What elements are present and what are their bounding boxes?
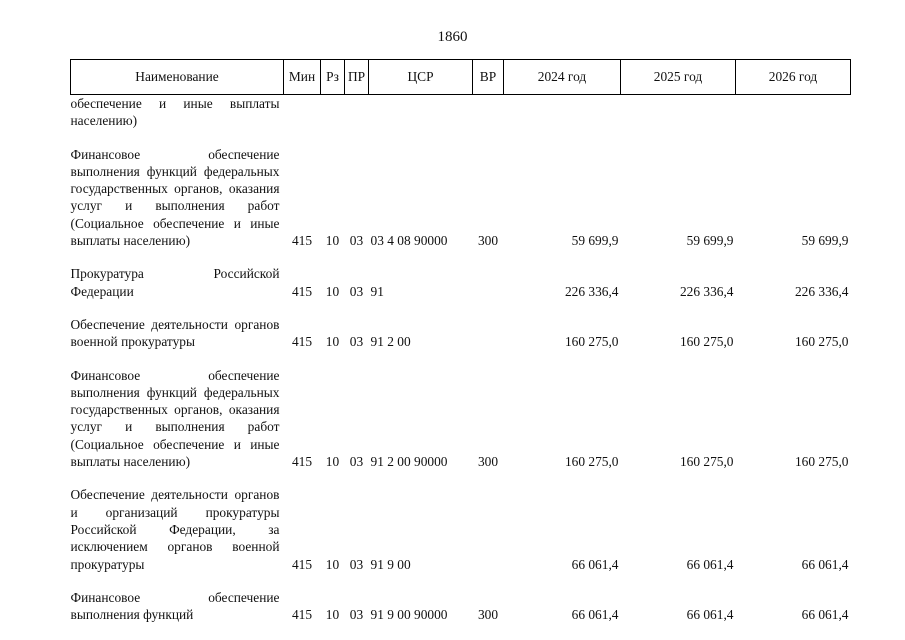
cell-2024: 66 061,4 xyxy=(571,556,619,572)
table-row xyxy=(71,470,851,572)
cell-csr: 91 2 00 xyxy=(370,334,411,350)
cell-csr: 91 xyxy=(370,283,384,299)
cell-name: Финансовое обеспечение выполнения функций xyxy=(70,589,280,623)
cell-rz xyxy=(321,95,345,130)
cell-2026: 226 336,4 xyxy=(794,283,849,299)
cell-2025: 59 699,9 xyxy=(686,233,734,249)
table-row xyxy=(71,249,851,300)
cell-2024: 160 275,0 xyxy=(564,454,619,470)
cell-vr xyxy=(473,470,504,572)
cell-2024: 226 336,4 xyxy=(564,283,619,299)
cell-2024: 59 699,9 xyxy=(571,233,619,249)
cell-2025: 160 275,0 xyxy=(679,334,734,350)
cell-vr xyxy=(473,249,504,300)
header-name: Наименование xyxy=(71,60,284,95)
cell-pr: 03 xyxy=(349,233,364,249)
cell-2024: 160 275,0 xyxy=(564,334,619,350)
cell-2026: 66 061,4 xyxy=(801,556,849,572)
cell-csr: 91 9 00 xyxy=(370,556,411,572)
cell-min: 415 xyxy=(291,556,313,572)
table-header xyxy=(71,60,851,95)
cell-vr xyxy=(473,95,504,130)
cell-name: обеспечение и иные выплаты населению) xyxy=(70,96,280,129)
cell-csr xyxy=(369,95,473,130)
table-row xyxy=(71,573,851,624)
cell-2026: 66 061,4 xyxy=(801,607,849,623)
table-body xyxy=(71,95,851,624)
header-2024: 2024 год xyxy=(504,60,621,95)
cell-min: 415 xyxy=(291,283,313,299)
cell-csr: 03 4 08 90000 xyxy=(370,233,448,249)
cell-csr: 91 9 00 90000 xyxy=(370,607,448,623)
cell-name: Финансовое обеспечение выполнения функций федеральных государственных органов, оказания услуг и выполнения работ (Социальное обеспечение и иные выплаты населению) xyxy=(70,146,280,249)
cell-name: Обеспечение деятельности органов и организаций прокуратуры Российской Федерации, за исключением органов военной прокуратуры xyxy=(70,487,280,572)
cell-2025: 66 061,4 xyxy=(686,607,734,623)
cell-vr: 300 xyxy=(477,454,499,470)
cell-rz: 10 xyxy=(325,334,340,350)
header-vr: ВР xyxy=(473,60,504,95)
header-pr: ПР xyxy=(345,60,369,95)
header-2025: 2025 год xyxy=(621,60,736,95)
header-csr: ЦСР xyxy=(369,60,473,95)
cell-vr: 300 xyxy=(477,233,499,249)
page-number: 1860 xyxy=(437,29,468,45)
header-rz: Рз xyxy=(321,60,345,95)
cell-2025: 160 275,0 xyxy=(679,454,734,470)
table-row xyxy=(71,300,851,351)
cell-rz: 10 xyxy=(325,454,340,470)
cell-name: Финансовое обеспечение выполнения функций федеральных государственных органов, оказания услуг и выполнения работ (Социальное обеспечение и иные выплаты населению) xyxy=(70,367,280,470)
cell-rz: 10 xyxy=(325,233,340,249)
cell-vr: 300 xyxy=(477,607,499,623)
cell-csr: 91 2 00 90000 xyxy=(370,454,448,470)
cell-pr: 03 xyxy=(349,454,364,470)
header-min: Мин xyxy=(284,60,321,95)
cell-min: 415 xyxy=(291,334,313,350)
cell-2025 xyxy=(621,95,736,130)
cell-pr: 03 xyxy=(349,556,364,572)
cell-rz: 10 xyxy=(325,556,340,572)
cell-pr xyxy=(345,95,369,130)
cell-pr: 03 xyxy=(349,607,364,623)
cell-min xyxy=(284,95,321,130)
cell-vr xyxy=(473,300,504,351)
cell-2025: 66 061,4 xyxy=(686,556,734,572)
cell-min: 415 xyxy=(291,233,313,249)
cell-pr: 03 xyxy=(349,283,364,299)
cell-name: Обеспечение деятельности органов военной прокуратуры xyxy=(70,316,280,350)
cell-2026: 59 699,9 xyxy=(801,233,849,249)
cell-2024: 66 061,4 xyxy=(571,607,619,623)
cell-2025: 226 336,4 xyxy=(679,283,734,299)
cell-2024 xyxy=(504,95,621,130)
header-row xyxy=(71,60,851,95)
budget-table xyxy=(70,59,851,623)
table-row xyxy=(71,95,851,130)
cell-rz: 10 xyxy=(325,283,340,299)
cell-name: Прокуратура Российской Федерации xyxy=(70,266,280,299)
cell-rz: 10 xyxy=(325,607,340,623)
cell-2026: 160 275,0 xyxy=(794,454,849,470)
cell-min: 415 xyxy=(291,607,313,623)
cell-2026 xyxy=(736,95,851,130)
table-row xyxy=(71,130,851,250)
cell-2026: 160 275,0 xyxy=(794,334,849,350)
table-row xyxy=(71,351,851,471)
cell-min: 415 xyxy=(291,454,313,470)
header-2026: 2026 год xyxy=(736,60,851,95)
cell-pr: 03 xyxy=(349,334,364,350)
